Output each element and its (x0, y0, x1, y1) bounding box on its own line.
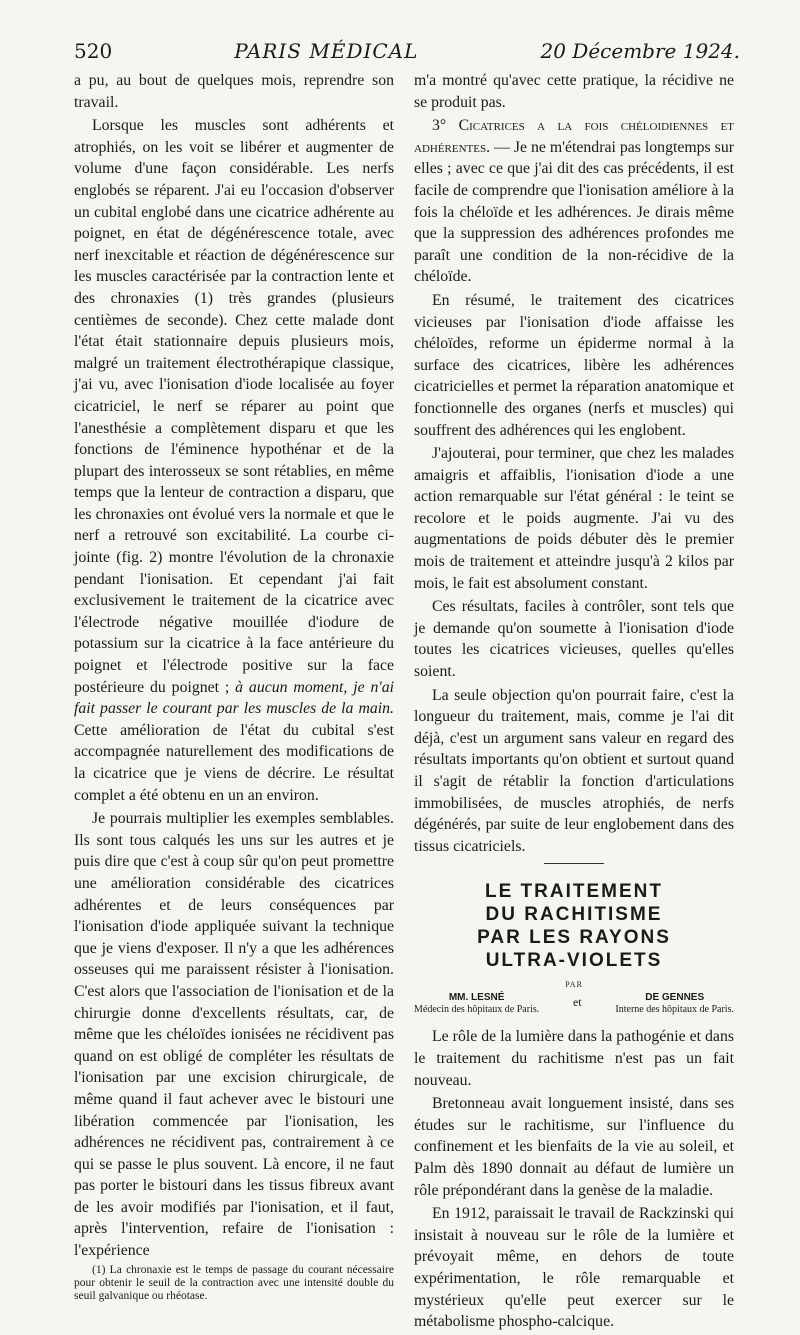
section-heading: 3° Cicatrices a la fois chéloidiennes et adhérentes. (414, 117, 734, 156)
paragraph: En résumé, le traitement des cicatrices vicieuses par l'ionisation d'iode affaisse les chéloïdes, reforme un épiderme normal à la surface des cicatrices, libère les adhérences cicatricielles et permet la réparation anatomique et fonctionnelle des organes (nerfs et muscles) qui souffrent des adhérences qui les englobent. (414, 291, 734, 439)
right-column (414, 70, 734, 1335)
authors (414, 992, 734, 1016)
left-column (74, 70, 394, 1305)
paragraph: Bretonneau avait longuement insisté, dans ses études sur le rachitisme, sur l'influence du confinement et les bienfaits de la vie au soleil, et Palm dès 1890 donnait au défaut de lumière un rôle prépondérant dans la genèse de la maladie. (414, 1095, 734, 1199)
paragraph-text: — Je ne m'étendrai pas longtemps sur elles ; avec ce que j'ai dit des cas précédents, il est facile de comprendre que l'ionisation améliore à la fois la chéloïde et les adhérences. Je dirais même que la suppression des adhérences profondes me paraît une condition de la non-récidive de la chéloïde. (414, 138, 734, 286)
author-role: Interne des hôpitaux de Paris. (615, 1004, 734, 1016)
page-header (74, 36, 740, 66)
page-number: 520 (74, 39, 113, 63)
paragraph: En 1912, paraissait le travail de Rackzinski qui insistait à nouveau sur le rôle de la lumière et prévoyait même, en dehors de toute expérimentation, le rôle remarquable et mystérieux qu'elle peut exercer sur le métabolisme phospho-calcique. (414, 1205, 734, 1331)
footnote: (1) La chronaxie est le temps de passage du courant nécessaire pour obtenir le seuil de la contraction avec une intensité double du seuil galvanique ou rhéotase. (74, 1263, 394, 1302)
author-role: Médecin des hôpitaux de Paris. (414, 1004, 540, 1016)
article-title (414, 880, 734, 972)
issue-date: 20 Décembre 1924. (540, 39, 740, 63)
author-1 (414, 992, 539, 1016)
article-title-line: DU RACHITISME (485, 904, 663, 926)
paragraph-text: Lorsque les muscles sont adhérents et atrophiés, on les voit se libérer et augmenter de volume d'une façon considérable. Les nerfs englobés se réparent. J'ai eu l'occasion d'observer un cubital englobé dans une cicatrice adhérente au poignet, en état de dégénérescence totale, avec nerf inexcitable et réaction de dégénérescence sur les muscles caractérisée par la contraction lente et des chronaxies (1) très grandes (plusieurs centièmes de seconde). Chez cette malade dont l'état était stationnaire depuis plusieurs mois, malgré un traitement électrothérapique classique, j'ai vu, avec l'ionisation d'iode localisée au foyer cicatriciel, le nerf se réparer au point que l'anesthésie a complètement disparu et que les fonctions de l'éminence hypothénar et de la plupart des interosseux se sont rétablies, en même temps que la lenteur de contraction a disparu, que les chronaxies ont évolué vers la normale et que le nerf a retrouvé son excitabilité. La courbe ci-jointe (fig. 2) montre l'évolution de la chronaxie pendant l'ionisation. Et cependant j'ai fait exclusivement le traitement de la cicatrice avec l'électrode négative mouillée d'iodure de potassium sur la cicatrice à la face antérieure du poignet et l'électrode positive sur la face postérieure du poignet ; (74, 117, 394, 696)
author-name: DE GENNES (645, 992, 705, 1004)
article-title-line: LE TRAITEMENT (485, 881, 663, 903)
author-name: MM. LESNÉ (448, 992, 505, 1004)
article-title-line: PAR LES RAYONS (477, 927, 671, 949)
paragraph: Je pourrais multiplier les exemples semblables. Ils sont tous calqués les uns sur les autres et je puis dire que c'est à coup sûr qu'on peut promettre une amélioration considérable des cicatrices adhérentes et de leurs conséquences par l'ionisation d'iode appliquée suivant la technique que je viens d'exposer. Il n'y a que les adhérences osseuses qui me paraissent résister à l'ionisation. C'est alors que l'association de l'ionisation et de la chirurgie donne d'excellents résultats, car, de même que les chéloïdes ionisées ne récidivent pas quand on est obligé de compléter les résultats de l'ionisation par une excision chirurgicale, de même quand il faut achever avec le bistouri une libération commencée par l'ionisation, les adhérences ne récidivent pas, contrairement à ce qui se passe le plus souvent. Là encore, il ne faut pas porter le bistouri dans les tissus fibreux avant de les avoir modifiés par l'ionisation, et il faut, après l'intervention, refaire de l'ionisation : l'expérience (74, 810, 394, 1260)
paragraph (74, 115, 394, 806)
author-conjunction: et (572, 995, 582, 1010)
article-title-line: ULTRA-VIOLETS (485, 950, 663, 972)
paragraph: La seule objection qu'on pourrait faire, c'est la longueur du traitement, mais, comme je l'ai dit déjà, c'est un argument sans valeur en regard des résultats importants qu'on obtient et surtout quand il s'agit de rétablir la fonction d'articulations immobilisées, de muscles atrophiés, de nerfs dégénérés, par suite de leur englobement dans des tissus cicatriciels. (414, 686, 734, 855)
paragraph: J'ajouterai, pour terminer, que chez les malades amaigris et affaiblis, l'ionisation d'iode a une action remarquable sur l'état général : le teint se recolore et le poids augmente. J'ai vu des augmentations de poids débuter dès le premier mois de traitement et atteindre jusqu'à 2 kilos par mois, le fait est absolument constant. (414, 445, 734, 592)
author-2 (615, 992, 734, 1016)
paragraph-text: Cette amélioration de l'état du cubital s'est accompagnée naturellement des modifications de la cicatrice que je viens de décrire. Le résultat complet a été obtenu en un an environ. (74, 721, 394, 804)
paragraph (414, 115, 734, 288)
paragraph: Ces résultats, faciles à contrôler, sont tels que je demande qu'on soumette à l'ionisation d'iode toutes les cicatrices vicieuses, quelles qu'elles soient. (414, 598, 734, 681)
paragraph: Le rôle de la lumière dans la pathogénie et dans le traitement du rachitisme n'est pas un fait nouveau. (414, 1028, 734, 1089)
paragraph: m'a montré qu'avec cette pratique, la récidive ne se produit pas. (414, 72, 734, 111)
emphasis-text: à aucun moment, je n'ai fait passer le courant par les muscles de la main. (74, 678, 395, 718)
by-line: PAR (565, 980, 583, 990)
journal-title: PARIS MÉDICAL (234, 39, 419, 63)
section-divider (544, 863, 604, 864)
paragraph: a pu, au bout de quelques mois, reprendre son travail. (74, 72, 394, 111)
